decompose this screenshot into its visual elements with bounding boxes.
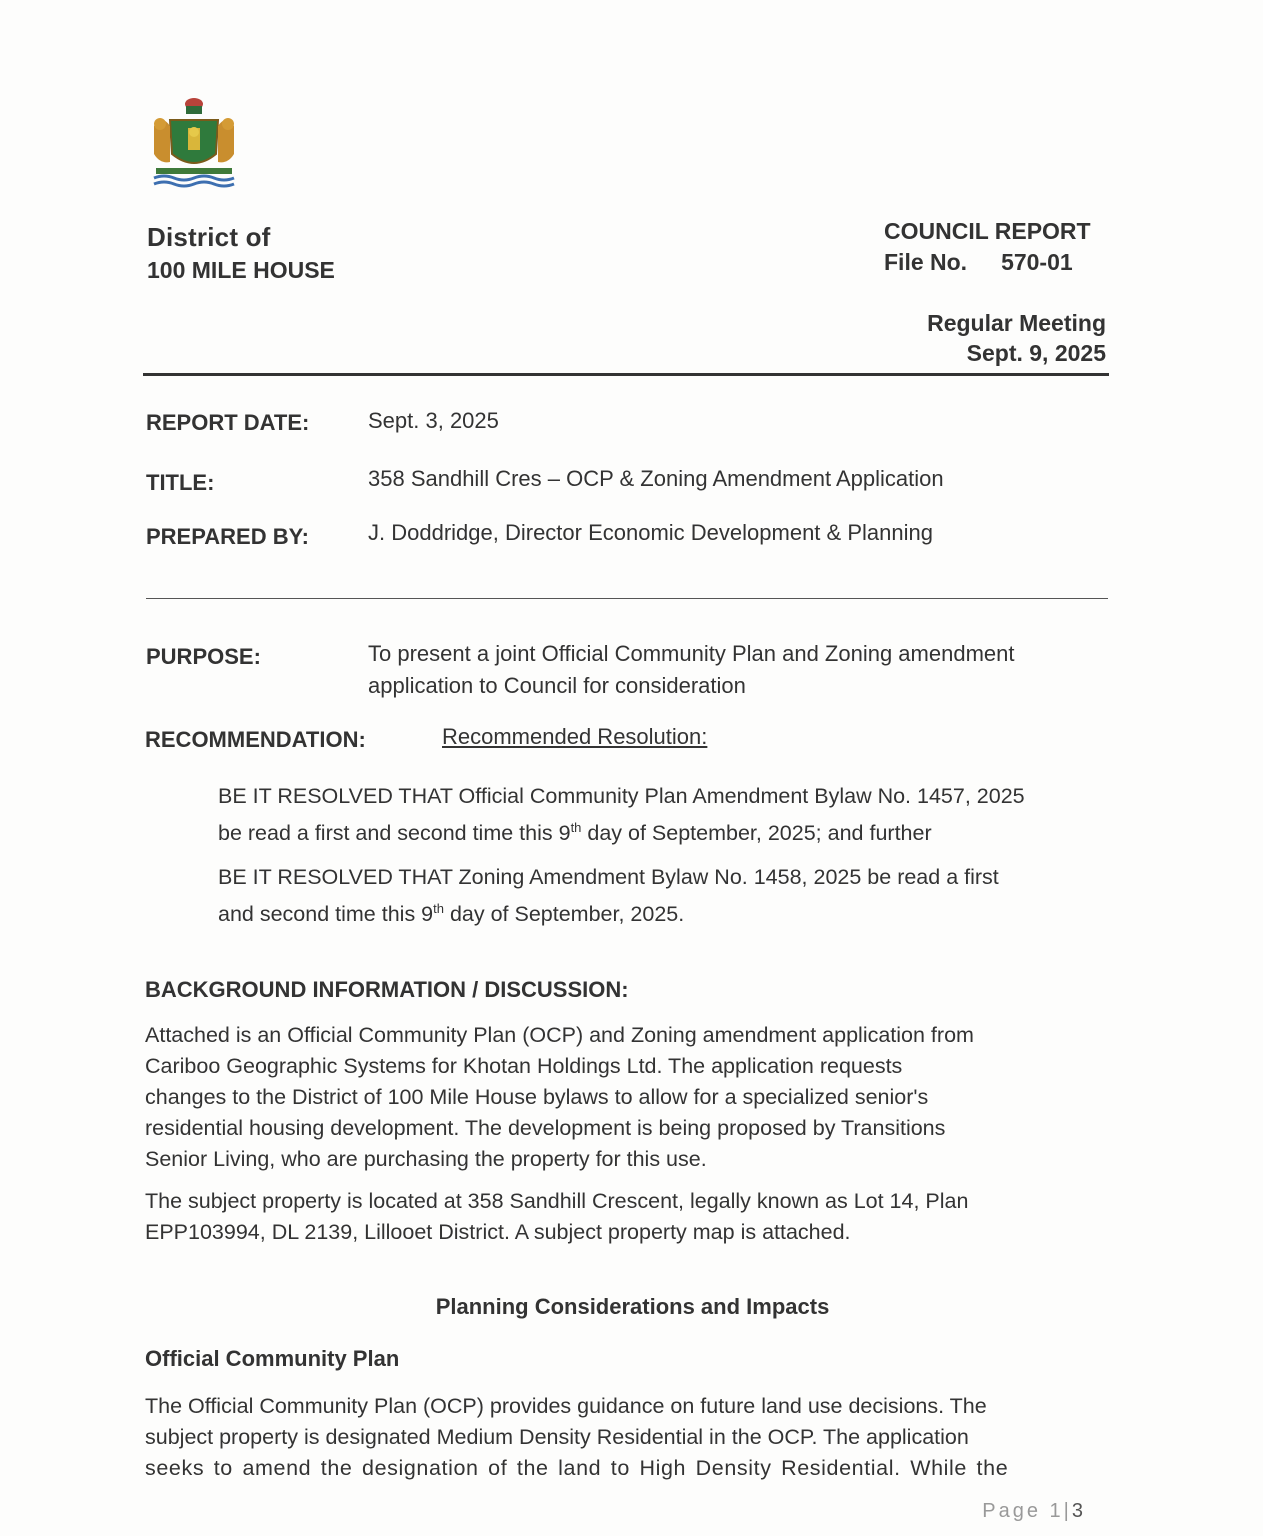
page-word: Page	[982, 1500, 1041, 1522]
paragraph-line: Senior Living, who are purchasing the property for this use.	[145, 1147, 707, 1171]
district-crest-logo	[148, 92, 240, 192]
resolution-line: be read a first and second time this 9th day of September, 2025; and further	[218, 820, 932, 846]
file-number-label: File No.	[884, 249, 968, 275]
meeting-type: Regular Meeting	[927, 310, 1106, 336]
report-date-label: REPORT DATE:	[146, 410, 310, 435]
district-line-2: 100 MILE HOUSE	[147, 257, 335, 283]
prepared-by-label: PREPARED BY:	[146, 524, 309, 549]
purpose-label: PURPOSE:	[146, 644, 261, 669]
file-number-row	[884, 249, 1091, 280]
paragraph-line: residential housing development. The development is being proposed by Transitions	[145, 1116, 946, 1140]
resolution-2	[218, 862, 999, 930]
ocp-paragraph	[145, 1391, 1109, 1484]
report-header	[884, 218, 1091, 280]
paragraph-line: The Official Community Plan (OCP) provides guidance on future land use decisions. The	[145, 1394, 987, 1418]
background-paragraph-1	[145, 1020, 974, 1175]
paragraph-line: EPP103994, DL 2139, Lillooet District. A subject property map is attached.	[145, 1220, 851, 1244]
meta-divider	[146, 598, 1108, 599]
purpose-line: To present a joint Official Community Plan and Zoning amendment	[368, 641, 1015, 666]
paragraph-line: subject property is designated Medium Density Residential in the OCP. The application	[145, 1425, 969, 1449]
prepared-by-value: J. Doddridge, Director Economic Development & Planning	[368, 520, 933, 545]
header-divider	[143, 373, 1109, 376]
resolution-1	[218, 781, 1025, 849]
page-number	[982, 1500, 1083, 1523]
paragraph-line: Attached is an Official Community Plan (OCP) and Zoning amendment application from	[145, 1023, 974, 1047]
page-current: 1	[1049, 1500, 1064, 1522]
page-separator: |	[1063, 1500, 1072, 1522]
meeting-date: Sept. 9, 2025	[966, 340, 1106, 366]
title-value: 358 Sandhill Cres – OCP & Zoning Amendment Application	[368, 466, 944, 491]
purpose-line: application to Council for consideration	[368, 673, 746, 698]
purpose-text	[368, 638, 1015, 702]
recommendation-label: RECOMMENDATION:	[145, 727, 366, 752]
title-label: TITLE:	[146, 470, 215, 495]
paragraph-line: changes to the District of 100 Mile House bylaws to allow for a specialized senior's	[145, 1085, 929, 1109]
paragraph-line: The subject property is located at 358 Sandhill Crescent, legally known as Lot 14, Plan	[145, 1189, 969, 1213]
report-date-value: Sept. 3, 2025	[368, 408, 499, 433]
file-number-value: 570-01	[1001, 249, 1073, 275]
district-name	[147, 222, 335, 284]
page-total: 3	[1071, 1500, 1083, 1522]
district-line-1: District of	[147, 222, 271, 252]
recommended-resolution-heading: Recommended Resolution:	[442, 724, 708, 749]
resolution-line: BE IT RESOLVED THAT Zoning Amendment Bylaw No. 1458, 2025 be read a first	[218, 865, 999, 889]
background-paragraph-2	[145, 1186, 968, 1248]
report-type: COUNCIL REPORT	[884, 218, 1091, 244]
paragraph-line: seeks to amend the designation of the land to High Density Residential. While the	[145, 1456, 1009, 1480]
paragraph-line: Cariboo Geographic Systems for Khotan Holdings Ltd. The application requests	[145, 1054, 903, 1078]
planning-heading: Planning Considerations and Impacts	[435, 1294, 830, 1319]
resolution-line: BE IT RESOLVED THAT Official Community Plan Amendment Bylaw No. 1457, 2025	[218, 784, 1025, 808]
meeting-info	[927, 308, 1106, 368]
ocp-heading: Official Community Plan	[145, 1346, 400, 1371]
background-heading: BACKGROUND INFORMATION / DISCUSSION:	[145, 977, 629, 1002]
resolution-line: and second time this 9th day of September, 2025.	[218, 901, 685, 927]
